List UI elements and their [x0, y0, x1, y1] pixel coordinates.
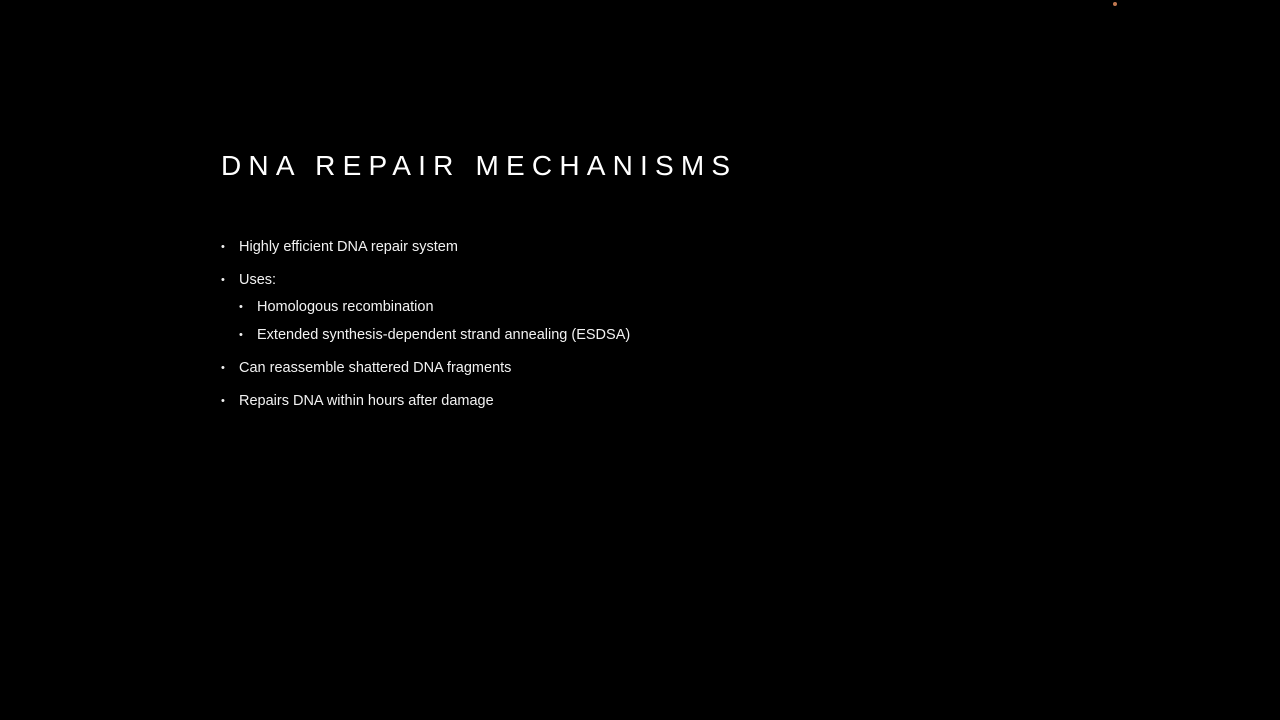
- bullet-text: Repairs DNA within hours after damage: [239, 393, 494, 409]
- bullet-dot-icon: •: [221, 362, 225, 374]
- bullet-dot-icon: •: [239, 301, 243, 313]
- bullet-dot-icon: •: [221, 395, 225, 407]
- bullet-dot-icon: •: [221, 274, 225, 286]
- bullet-text: Uses:: [239, 272, 277, 288]
- slide-title: DNA REPAIR MECHANISMS: [221, 150, 738, 181]
- bullet-dot-icon: •: [239, 329, 243, 341]
- bullet-text: Can reassemble shattered DNA fragments: [239, 360, 512, 376]
- bullet-list: [221, 0, 1121, 720]
- bullet-text: Extended synthesis-dependent strand annealing (ESDSA): [257, 327, 631, 343]
- bullet-dot-icon: •: [221, 241, 225, 253]
- bullet-text: Highly efficient DNA repair system: [239, 239, 458, 255]
- bullet-text: Homologous recombination: [257, 299, 434, 315]
